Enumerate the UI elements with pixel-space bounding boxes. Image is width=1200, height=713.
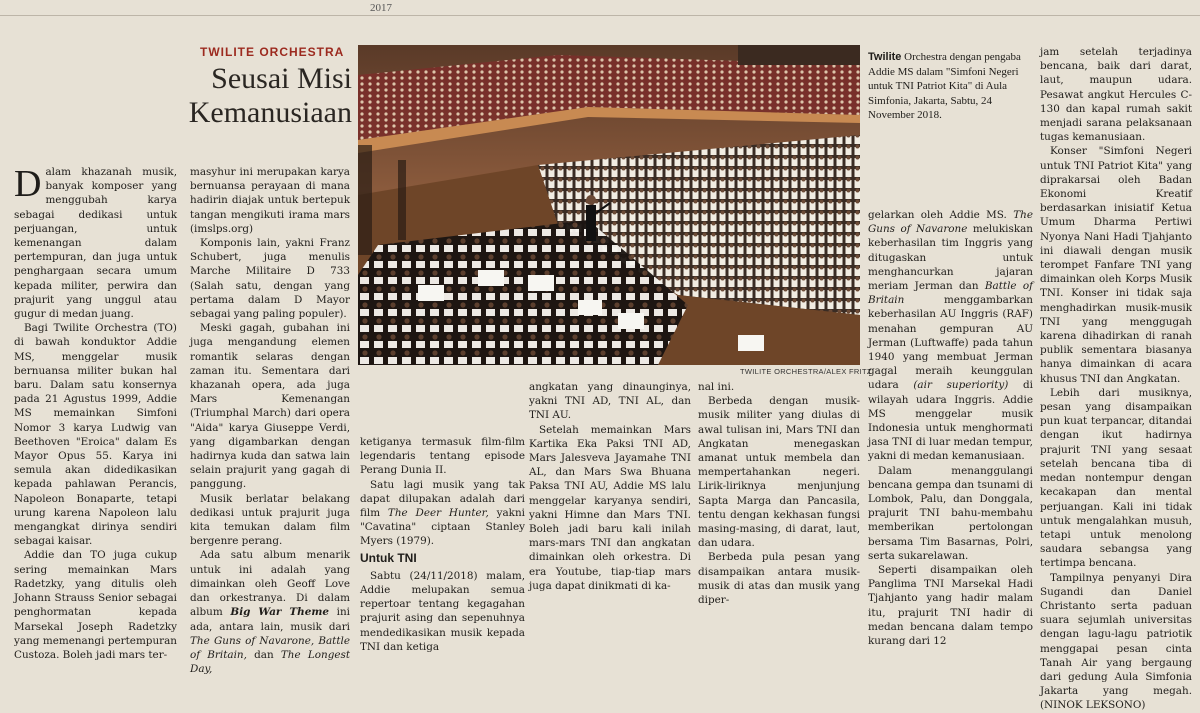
drop-cap: D	[14, 163, 42, 205]
text-run: Ada satu album menarik untuk ini adalah yang dimainkan oleh Geoff Love dan orkestranya. Di dalam album	[190, 549, 350, 619]
article-column-4b	[698, 380, 860, 607]
paragraph: angkatan yang dinaunginya, yakni TNI AD, TNI AL, dan TNI AU.	[529, 381, 691, 422]
paragraph: Seperti disampaikan oleh Panglima TNI Marsekal Hadi Tjahjanto yang hadir malam itu, prajurit TNI hadir di medan bencana dalam tempo kurang dari 12	[868, 564, 1033, 648]
top-rule	[0, 15, 1200, 16]
text-run: di wilayah udara Inggris. Addie MS menggelar musik Indonesia untuk menghormati jasa TNI di luar medan tempur, yakni di medan kemanusiaan.	[868, 379, 1033, 463]
paragraph: Dalam menanggulangi bencana gempa dan tsunami di Lombok, Palu, dan Donggala, prajurit TNI bahu-membahu memberikan pertolongan bersama Tim Basarnas, Polri, serta sukarelawan.	[868, 464, 1033, 562]
paragraph: Musik berlatar belakang dedikasi untuk prajurit juga kita temukan dalam film bergenre perang.	[190, 492, 350, 548]
article-column-4	[529, 380, 691, 593]
article-column-1	[14, 165, 177, 662]
article-kicker: TWILITE ORCHESTRA	[200, 45, 345, 59]
film-title: Battle of Britain	[868, 280, 1033, 307]
paragraph	[868, 208, 1033, 464]
article-column-5	[868, 208, 1033, 648]
text-run: ini ada, antara lain, musik dari	[190, 606, 350, 633]
film-titles: The Guns of Navarone, Battle of Britain,	[190, 634, 350, 661]
article-column-7	[1040, 45, 1192, 713]
paragraph: Lebih dari musiknya, pesan yang disampaikan pun kuat terpancar, ditandai dengan ikut hadirnya prajurit TNI yang sesaat setelah bencana tiba di medan nontempur dengan kecakapan dan mental perjuangan. Kali ini tidak untuk mengalahkan musuh, tetapi untuk menolong saudara sebangsa yang tertimpa bencana.	[1040, 386, 1192, 570]
text-run: dan	[254, 648, 274, 661]
paragraph: Tampilnya penyanyi Dira Sugandi dan Daniel Christanto serta paduan suara sejumlah universitas dengan lagu-lagu patriotik menggapai pesan cinta Tanah Air yang bergaung dari gedung Aula Simfonia Jakarta yang megah. (NINOK LEKSONO)	[1040, 571, 1192, 712]
paragraph: Berbeda pula pesan yang disampaikan antara musik-musik di atas dan musik yang diper-	[698, 551, 860, 607]
paragraph: Sabtu (24/11/2018) malam, Addie melupakan semua repertoar tentang kegagahan prajurit asing dan sepenuhnya mendedikasikan musik kepada TNI dan ketiga	[360, 569, 525, 653]
section-subhead: Untuk TNI	[360, 550, 417, 565]
photo-caption	[868, 50, 1033, 123]
article-column-2	[190, 165, 350, 676]
article-column-3	[360, 435, 525, 654]
paragraph: Addie dan TO juga cukup sering memainkan Mars Radetzky, yang ditulis oleh Johann Strauss Senior sebagai penghormatan kepada Marsekal Joseph Radetzky yang memenangi pertempuran Custoza. Boleh jadi mars ter-	[14, 549, 177, 661]
text-run: melukiskan keberhasilan tim Inggris yang ditugaskan untuk menghancurkan jajaran meriam Jerman dan	[868, 223, 1033, 293]
paragraph: jam setelah terjadinya bencana, baik dari darat, laut, maupun udara. Pesawat angkut Hercules C-130 dan kapal rumah sakit menjadi sarana pelaksanaan tugas kemanusiaan.	[1040, 46, 1192, 144]
text-run: Satu lagi musik yang tak dapat dilupakan adalah dari film	[360, 478, 525, 520]
text-run: yakni "Cavatina" ciptaan Stanley Myers (1979).	[360, 507, 525, 548]
term: (air superiority)	[913, 379, 1009, 392]
paragraph: Bagi Twilite Orchestra (TO) di bawah konduktor Addie MS, menggelar musik bernuansa militer bukan hal baru. Dalam satu konsernya pada 21 Agustus 1999, Addie MS memainkan Simfoni Nomor 3 karya Ludwig van Beethoven "Eroica" dalam Es Mayor Opus 55. Karya ini semula akan didedikasikan kepada pahlawan Perancis, Napoleon Bonaparte, tetapi urung karena Napoleon lalu mengangkat dirinya sendiri sebagai kaisar.	[14, 322, 177, 548]
text-run: menggambarkan keberhasilan AU Inggris (RAF) menahan gempuran AU Jerman (Luftwaffe) pada tahun 1940 yang membuat Jerman gagal meraih keunggulan udara	[868, 294, 1033, 392]
paragraph: nal ini.	[698, 381, 735, 393]
orchestra-illustration	[358, 45, 860, 365]
paragraph: masyhur ini merupakan karya bernuansa perayaan di mana hadirin diajak untuk bertepuk tangan mengikuti irama mars (imslps.org)	[190, 166, 350, 235]
paragraph	[360, 478, 525, 549]
paragraph	[190, 548, 350, 676]
caption-lead: Twilite	[868, 51, 902, 63]
paragraph: Komponis lain, yakni Franz Schubert, juga menulis Marche Militaire D 733 (Salah satu, dengan yang pertama dalam D Mayor sebagai yang paling populer).	[190, 237, 350, 321]
paragraph: ketiganya termasuk film-film legendaris tentang episode Perang Dunia II.	[360, 436, 525, 477]
album-title: Big War Theme	[230, 606, 329, 619]
paragraph: Meski gagah, gubahan ini juga mengandung elemen romantik selaras dengan zaman itu. Sementara dari khazanah opera, ada juga Mars Kemenangan (Triumphal March) dari opera "Aida" karya Giuseppe Verdi, yang digambarkan dengan hadirnya kuda dan satwa lain selain prajurit yang gagah di panggung.	[190, 322, 350, 491]
concert-photo	[358, 45, 860, 365]
film-title: The Deer Hunter,	[387, 507, 489, 520]
film-title: The Longest Day,	[190, 648, 350, 676]
paragraph: Setelah memainkan Mars Kartika Eka Paksi TNI AD, Mars Jalesveva Jayamahe TNI AL, dan Mars Swa Bhuana Paksa TNI AU, Addie MS lalu menggelar karyanya sendiri, yakni Himne dan Mars TNI. Boleh jadi baru kali inilah mars-mars TNI dan angkatan dimainkan oleh orkestra. Di era Youtube, tiap-tiap mars juga dapat dinikmati di ka-	[529, 423, 691, 592]
film-title: The Guns of Navarone	[868, 209, 1033, 236]
caption-text: Orchestra dengan pengaba Addie MS dalam "Simfoni Negeri untuk TNI Patriot Kita" di Aula Simfonia, Jakarta, Sabtu, 24 November 2018.	[868, 51, 1021, 121]
page-year: 2017	[370, 2, 392, 14]
article-headline: Seusai Misi Kemanusiaan	[188, 62, 352, 129]
paragraph-text: alam khazanah musik, banyak komposer yang menggubah karya sebagai dedikasi untuk perjuangan, untuk kemenangan dalam pertempuran, dan juga untuk penghargaan secara umum kepada militer, perwira dan prajurit yang unggul atau gugur di medan juang.	[14, 166, 177, 321]
paragraph	[14, 165, 177, 321]
photo-credit: TWILITE ORCHESTRA/ALEX FRITZ	[740, 367, 872, 376]
text-run: gelarkan oleh Addie MS.	[868, 209, 1007, 221]
paragraph: Konser "Simfoni Negeri untuk TNI Patriot Kita" yang diprakarsai oleh Badan Ekonomi Kreatif berdasarkan inisiatif Ketua Umum Dharma Pertiwi Nyonya Nani Hadi Tjahjanto ini diawali dengan musik terompet Fanfare TNI yang dimainkan oleh Korps Musik TNI. Konser ini tidak saja menghadirkan musik-musik TNI yang menggugah karena dihadirkan di ranah publik sementara biasanya hanya dimainkan di acara khusus TNI dan Angkatan.	[1040, 145, 1192, 385]
paragraph: Berbeda dengan musik-musik militer yang diulas di awal tulisan ini, Mars TNI dan Angkatan menegaskan amanat untuk membela dan mempertahankan negeri. Lirik-liriknya menjunjung Sapta Marga dan Pancasila, tentu dengan kekhasan fungsi masing-masing, di darat, laut, dan udara.	[698, 395, 860, 550]
